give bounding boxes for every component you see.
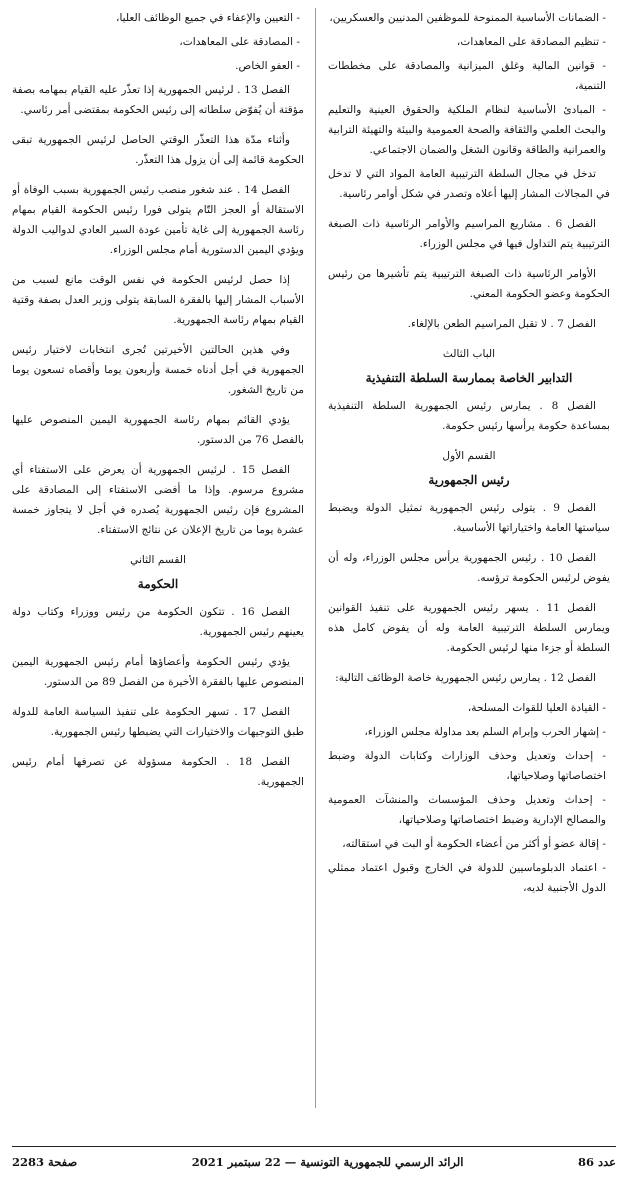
section-heading: الحكومة (137, 577, 179, 591)
list-item: - إحداث وتعديل وحذف المؤسسات والمنشآت العمومية والمصالح الإدارية وضبط اختصاصاتها وصلاحياتها، (328, 794, 606, 826)
section-label: القسم الثاني (130, 554, 186, 566)
paragraph: الفصل 15 . لرئيس الجمهورية أن يعرض على الاستفتاء أي مشروع مرسوم. وإذا ما أفضى الاستفتاء إلى المصادقة على المشروع فإن رئيس الجمهورية يُصدره في أجل لا يتجاوز خمسة عشرة يوما من تاريخ الإعلان عن نتائج الاستفتاء. (12, 464, 304, 536)
paragraph: وفي هذين الحالتين الأخيرتين تُجرى انتخابات لاختيار رئيس الجمهورية في أجل أدناه خمسة وأربعون يوما وأقصاه تسعون يوما من تاريخ الشغور. (12, 344, 304, 396)
section-label: الباب الثالث (442, 348, 496, 360)
right-column (328, 8, 610, 1118)
list-item: - إحداث وتعديل وحذف الوزارات وكتابات الدولة وضبط اختصاصاتها وصلاحياتها، (328, 750, 606, 782)
paragraph: الفصل 7 . لا تقبل المراسيم الطعن بالإلغاء. (407, 318, 596, 330)
list-item: - قوانين المالية وغلق الميزانية والمصادقة على مخططات التنمية، (328, 60, 606, 92)
paragraph: الفصل 13 . لرئيس الجمهورية إذا تعذّر عليه القيام بمهامه بصفة مؤقتة أن يُفوّض سلطاته إلى رئيس الحكومة بمقتضى أمر رئاسي. (12, 84, 304, 116)
list-item: - القيادة العليا للقوات المسلحة، (467, 702, 606, 714)
list-item: - تنظيم المصادقة على المعاهدات، (456, 36, 606, 48)
list-item: - التعيين والإعفاء في جميع الوظائف العليا، (116, 12, 300, 24)
paragraph: الفصل 9 . يتولى رئيس الجمهورية تمثيل الدولة ويضبط سياستها العامة واختياراتها الأساسية. (328, 502, 610, 534)
list-item: - الضمانات الأساسية الممنوحة للموظفين المدنيين والعسكريين، (329, 12, 606, 24)
column-divider (315, 8, 316, 1108)
page-number: صفحة 2283 (12, 1155, 78, 1169)
issue-number: عدد 86 (577, 1155, 616, 1169)
section-heading: التدابير الخاصة بممارسة السلطة التنفيذية (365, 371, 573, 385)
list-item: - المصادقة على المعاهدات، (179, 36, 300, 48)
paragraph: الأوامر الرئاسية ذات الصبغة الترتيبية يتم تأشيرها من رئيس الحكومة وعضو الحكومة المعني. (328, 268, 610, 300)
list-item: - إقالة عضو أو أكثر من أعضاء الحكومة أو البت في استقالته، (342, 838, 606, 850)
list-item: - العفو الخاص. (235, 60, 300, 72)
list-item: - إشهار الحرب وإبرام السلم بعد مداولة مجلس الوزراء، (364, 726, 606, 738)
paragraph: تدخل في مجال السلطة الترتيبية العامة المواد التي لا تدخل في المجالات المشار إليها أعلاه وتصدر في شكل أوامر رئاسية. (328, 168, 610, 200)
paragraph: وأثناء مدّة هذا التعذّر الوقتي الحاصل لرئيس الجمهورية تبقى الحكومة قائمة إلى أن يزول هذا التعذّر. (12, 134, 304, 166)
footer-rule (12, 1146, 616, 1147)
paragraph: الفصل 16 . تتكون الحكومة من رئيس ووزراء وكتاب دولة يعينهم رئيس الجمهورية. (12, 606, 304, 638)
paragraph: يؤدي القائم بمهام رئاسة الجمهورية اليمين المنصوص عليها بالفصل 76 من الدستور. (12, 414, 304, 446)
page-footer (12, 1152, 616, 1172)
paragraph: الفصل 6 . مشاريع المراسيم والأوامر الرئاسية ذات الصبغة الترتيبية يتم التداول فيها في مجلس الوزراء. (328, 218, 610, 250)
paragraph: يؤدي رئيس الحكومة وأعضاؤها أمام رئيس الجمهورية اليمين المنصوص عليها بالفقرة الأخيرة من الفصل 89 من الدستور. (12, 656, 304, 688)
section-label: القسم الأول (442, 450, 496, 462)
gazette-title-date: الرائد الرسمي للجمهورية التونسية — 22 سبتمبر 2021 (191, 1155, 464, 1169)
paragraph: إذا حصل لرئيس الحكومة في نفس الوقت مانع لسبب من الأسباب المشار إليها بالفقرة السابقة يتولى وزير العدل بصفة وقتية القيام بمهام رئاسة الجمهورية. (12, 274, 304, 326)
left-column (12, 8, 304, 1118)
paragraph: الفصل 12 . يمارس رئيس الجمهورية خاصة الوظائف التالية: (335, 672, 596, 684)
list-item: - اعتماد الدبلوماسيين للدولة في الخارج وقبول اعتماد ممثلي الدول الأجنبية لديه، (328, 862, 606, 894)
paragraph: الفصل 10 . رئيس الجمهورية يرأس مجلس الوزراء، وله أن يفوض لرئيس الحكومة ترؤسه. (328, 552, 610, 584)
paragraph: الفصل 17 . تسهر الحكومة على تنفيذ السياسة العامة للدولة طبق التوجيهات والاختيارات التي يضبطها رئيس الجمهورية. (12, 706, 304, 738)
paragraph: الفصل 11 . يسهر رئيس الجمهورية على تنفيذ القوانين ويمارس السلطة الترتيبية العامة وله أن يفوض كامل هذه السلطة أو جزءا منها لرئيس الحكومة. (328, 602, 610, 654)
paragraph: الفصل 14 . عند شغور منصب رئيس الجمهورية بسبب الوفاة أو الاستقالة أو العجز التّام يتولى فورا رئيس الحكومة القيام بمهام رئاسة الجمهورية إلى غاية تأمين عودة السير العادي لدواليب الدولة ويؤدي اليمين الدستورية أمام مجلس الوزراء. (12, 184, 304, 256)
paragraph: الفصل 8 . يمارس رئيس الجمهورية السلطة التنفيذية بمساعدة حكومة يرأسها رئيس حكومة. (328, 400, 610, 432)
paragraph: الفصل 18 . الحكومة مسؤولة عن تصرفها أمام رئيس الجمهورية. (12, 756, 304, 788)
section-heading: رئيس الجمهورية (428, 473, 510, 487)
list-item: - المبادئ الأساسية لنظام الملكية والحقوق العينية والتعليم والبحث العلمي والثقافة والصحة العمومية والبيئة والتهيئة الترابية والعمرانية والطاقة وقانون الشغل والضمان الاجتماعي. (328, 104, 606, 156)
